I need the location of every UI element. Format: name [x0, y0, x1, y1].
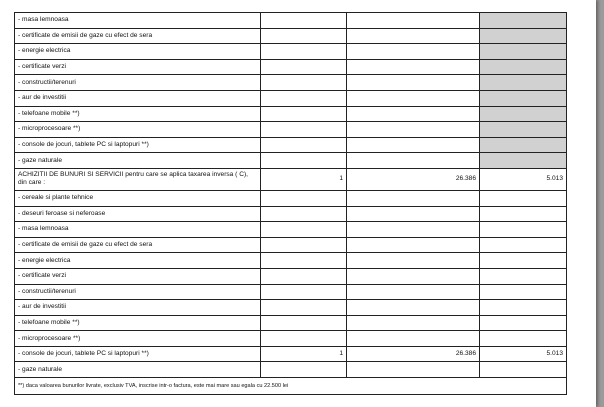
table-row	[15, 13, 567, 29]
row-value-count	[261, 153, 347, 169]
row-value-count: 1	[261, 168, 347, 190]
row-value-vat	[480, 362, 567, 378]
row-value-count: 1	[261, 346, 347, 362]
table-row	[15, 206, 567, 222]
row-value-vat	[480, 44, 567, 60]
table-row	[15, 300, 567, 316]
row-value-vat	[480, 59, 567, 75]
row-value-base	[347, 362, 480, 378]
row-value-vat	[480, 13, 567, 29]
table-row	[15, 190, 567, 206]
row-value-count	[261, 206, 347, 222]
row-value-vat	[480, 75, 567, 91]
row-label: - masa lemnoasa	[15, 13, 261, 29]
row-value-count	[261, 237, 347, 253]
row-value-count	[261, 300, 347, 316]
row-value-count	[261, 315, 347, 331]
row-value-base: 26.386	[347, 168, 480, 190]
row-value-vat: 5.013	[480, 168, 567, 190]
row-value-vat	[480, 331, 567, 347]
table-row	[15, 28, 567, 44]
row-label: - gaze naturale	[15, 362, 261, 378]
table-row	[15, 346, 567, 362]
row-value-base	[347, 315, 480, 331]
row-value-base	[347, 106, 480, 122]
table-row	[15, 59, 567, 75]
table-row	[15, 137, 567, 153]
footnote-text: **) daca valoarea bunurilor livrate, exclusiv TVA, inscrise intr-o factura, este mai mare sau egala cu 22.500 lei	[15, 378, 567, 395]
row-label: - aur de investitii	[15, 300, 261, 316]
row-value-count	[261, 90, 347, 106]
table-row	[15, 90, 567, 106]
row-value-count	[261, 284, 347, 300]
row-value-count	[261, 75, 347, 91]
row-label: - certificate verzi	[15, 268, 261, 284]
table-row	[15, 268, 567, 284]
row-value-base	[347, 59, 480, 75]
table-row	[15, 362, 567, 378]
table-row	[15, 222, 567, 238]
row-value-base: 26.386	[347, 346, 480, 362]
row-label: - gaze naturale	[15, 153, 261, 169]
row-label: - aur de investitii	[15, 90, 261, 106]
row-label: - constructii/terenuri	[15, 75, 261, 91]
row-value-vat	[480, 300, 567, 316]
table-row	[15, 315, 567, 331]
row-value-base	[347, 331, 480, 347]
row-value-count	[261, 59, 347, 75]
row-label: - console de jocuri, tablete PC si laptopuri **)	[15, 346, 261, 362]
row-value-count	[261, 122, 347, 138]
row-value-vat	[480, 190, 567, 206]
row-label: - constructii/terenuri	[15, 284, 261, 300]
row-label: - energie electrica	[15, 253, 261, 269]
row-value-vat	[480, 237, 567, 253]
row-label: - certificate de emisii de gaze cu efect de sera	[15, 237, 261, 253]
row-value-base	[347, 190, 480, 206]
table-row	[15, 168, 567, 190]
row-value-count	[261, 137, 347, 153]
row-value-base	[347, 222, 480, 238]
vat-declaration-table	[14, 12, 567, 395]
row-label: - telefoane mobile **)	[15, 315, 261, 331]
row-value-base	[347, 90, 480, 106]
row-value-base	[347, 284, 480, 300]
row-value-vat	[480, 284, 567, 300]
row-label: - telefoane mobile **)	[15, 106, 261, 122]
row-value-count	[261, 13, 347, 29]
row-value-count	[261, 268, 347, 284]
row-label: - masa lemnoasa	[15, 222, 261, 238]
row-value-base	[347, 75, 480, 91]
row-value-vat	[480, 315, 567, 331]
row-value-base	[347, 13, 480, 29]
row-label: - energie electrica	[15, 44, 261, 60]
row-label: - certificate de emisii de gaze cu efect de sera	[15, 28, 261, 44]
row-value-count	[261, 28, 347, 44]
row-label: - console de jocuri, tablete PC si laptopuri **)	[15, 137, 261, 153]
row-value-vat: 5.013	[480, 346, 567, 362]
footnote-row	[15, 378, 567, 395]
row-value-vat	[480, 137, 567, 153]
row-value-base	[347, 253, 480, 269]
table-row	[15, 331, 567, 347]
table-row	[15, 153, 567, 169]
row-value-base	[347, 268, 480, 284]
row-label: - certificate verzi	[15, 59, 261, 75]
table-row	[15, 284, 567, 300]
row-value-vat	[480, 206, 567, 222]
table-row	[15, 253, 567, 269]
row-value-base	[347, 28, 480, 44]
table-row	[15, 44, 567, 60]
row-value-count	[261, 362, 347, 378]
row-value-base	[347, 137, 480, 153]
row-value-count	[261, 190, 347, 206]
row-value-base	[347, 122, 480, 138]
row-value-base	[347, 206, 480, 222]
row-value-vat	[480, 28, 567, 44]
row-value-vat	[480, 122, 567, 138]
row-value-count	[261, 106, 347, 122]
row-value-vat	[480, 153, 567, 169]
row-label: - deseuri feroase si neferoase	[15, 206, 261, 222]
table-row	[15, 75, 567, 91]
row-label: - microprocesoare **)	[15, 122, 261, 138]
row-label: - microprocesoare **)	[15, 331, 261, 347]
row-label: ACHIZITII DE BUNURI SI SERVICII pentru care se aplica taxarea inversa ( C), din care :	[15, 168, 261, 190]
table-row	[15, 237, 567, 253]
row-value-base	[347, 300, 480, 316]
row-value-count	[261, 253, 347, 269]
row-value-vat	[480, 253, 567, 269]
row-value-count	[261, 222, 347, 238]
row-value-count	[261, 44, 347, 60]
row-value-vat	[480, 268, 567, 284]
table-body	[15, 13, 567, 395]
row-value-vat	[480, 90, 567, 106]
row-value-base	[347, 44, 480, 60]
row-value-base	[347, 237, 480, 253]
row-value-vat	[480, 222, 567, 238]
table-row	[15, 106, 567, 122]
row-value-vat	[480, 106, 567, 122]
row-value-count	[261, 331, 347, 347]
row-label: - cereale si plante tehnice	[15, 190, 261, 206]
table-row	[15, 122, 567, 138]
row-value-base	[347, 153, 480, 169]
